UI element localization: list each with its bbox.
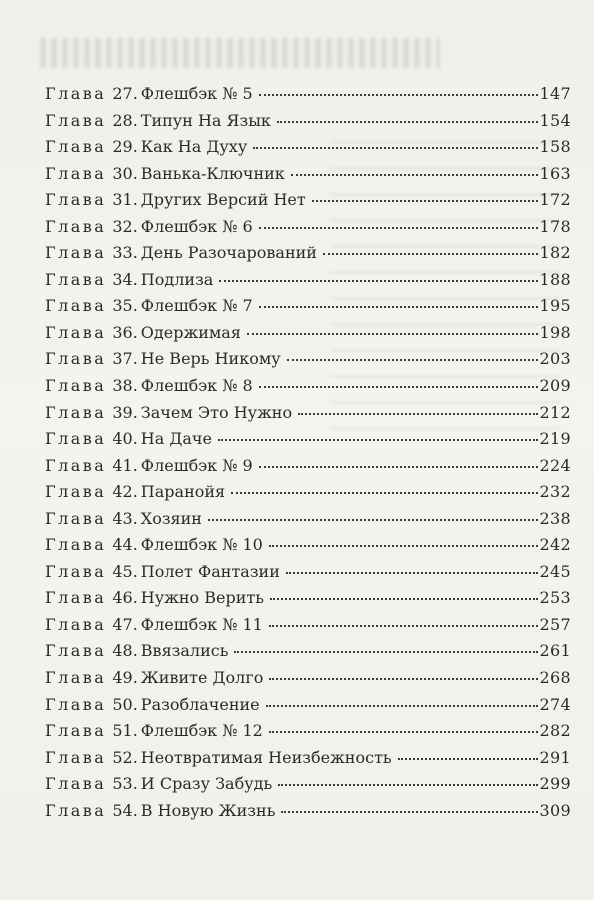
chapter-label: Глава: [45, 747, 107, 767]
toc-entry: [45, 271, 571, 298]
chapter-number: 53.: [112, 774, 138, 794]
chapter-label: Глава: [45, 561, 107, 581]
page-number: 147: [539, 84, 571, 103]
toc-entry: [45, 218, 571, 245]
page-number: 253: [539, 588, 571, 608]
dot-leader: [234, 651, 537, 653]
chapter-title: На Даче: [140, 429, 212, 449]
page-number: 198: [539, 322, 571, 342]
chapter-title: Разоблачение: [140, 694, 260, 714]
chapter-number: 43.: [112, 508, 138, 528]
dot-leader: [259, 94, 538, 96]
chapter-label: Глава: [45, 137, 107, 157]
chapter-title: Зачем Это Нужно: [140, 402, 293, 422]
page-number: 209: [539, 376, 571, 396]
page-number: 238: [539, 508, 571, 528]
bleed-through-texture: [40, 38, 440, 68]
chapter-label: Глава: [45, 349, 107, 369]
chapter-title: Подлиза: [140, 269, 214, 289]
toc-entry: [45, 430, 571, 457]
chapter-label: Глава: [45, 110, 107, 130]
dot-leader: [259, 227, 538, 229]
chapter-number: 47.: [112, 614, 138, 634]
chapter-label: Глава: [45, 429, 107, 449]
chapter-title: Одержимая: [140, 322, 241, 342]
chapter-title: Флешбэк № 6: [140, 216, 253, 236]
dot-leader: [312, 200, 538, 202]
page-number: 245: [539, 561, 571, 581]
toc-entry: [45, 722, 571, 749]
chapter-label: Глава: [45, 84, 107, 103]
chapter-label: Глава: [45, 535, 107, 555]
dot-leader: [266, 705, 538, 707]
chapter-title: День Разочарований: [140, 243, 317, 263]
page-number: 203: [539, 349, 571, 369]
dot-leader: [269, 678, 537, 680]
chapter-label: Глава: [45, 694, 107, 714]
chapter-number: 29.: [112, 137, 138, 157]
chapter-title: Как На Духу: [140, 137, 248, 157]
chapter-title: Флешбэк № 7: [140, 296, 253, 316]
chapter-label: Глава: [45, 721, 107, 741]
chapter-number: 50.: [112, 694, 138, 714]
chapter-title: Флешбэк № 9: [140, 455, 253, 475]
chapter-label: Глава: [45, 641, 107, 661]
toc-entry: [45, 642, 571, 669]
chapter-number: 30.: [112, 163, 138, 183]
toc-entry: [45, 775, 571, 802]
chapter-number: 37.: [112, 349, 138, 369]
dot-leader: [269, 625, 538, 627]
chapter-number: 34.: [112, 269, 138, 289]
chapter-number: 48.: [112, 641, 138, 661]
chapter-title: Флешбэк № 8: [140, 376, 253, 396]
chapter-label: Глава: [45, 668, 107, 688]
toc-entry: [45, 457, 571, 484]
chapter-number: 46.: [112, 588, 138, 608]
toc-entry: [45, 749, 571, 776]
toc-entry: [45, 510, 571, 537]
chapter-number: 44.: [112, 535, 138, 555]
chapter-number: 38.: [112, 376, 138, 396]
chapter-label: Глава: [45, 190, 107, 210]
chapter-label: Глава: [45, 614, 107, 634]
dot-leader: [270, 598, 538, 600]
toc-entry: [45, 112, 571, 139]
dot-leader: [253, 147, 537, 149]
page-number: 212: [539, 402, 571, 422]
dot-leader: [218, 439, 538, 441]
chapter-title: Флешбэк № 11: [140, 614, 263, 634]
toc-entry: [45, 324, 571, 351]
toc-entry: [45, 483, 571, 510]
toc-entry: [45, 536, 571, 563]
toc-entry: [45, 563, 571, 590]
chapter-title: Ввязались: [140, 641, 229, 661]
dot-leader: [291, 174, 538, 176]
page-number: 274: [539, 694, 571, 714]
chapter-title: Живите Долго: [140, 668, 264, 688]
chapter-title: Флешбэк № 10: [140, 535, 263, 555]
page-number: 158: [539, 137, 571, 157]
chapter-title: Нужно Верить: [140, 588, 264, 608]
page-number: 268: [539, 668, 571, 688]
chapter-label: Глава: [45, 163, 107, 183]
chapter-number: 42.: [112, 482, 138, 502]
page-number: 282: [539, 721, 571, 741]
dot-leader: [281, 811, 537, 813]
dot-leader: [269, 731, 538, 733]
chapter-label: Глава: [45, 588, 107, 608]
page-number: 195: [539, 296, 571, 316]
dot-leader: [277, 121, 538, 123]
page-number: 163: [539, 163, 571, 183]
chapter-number: 39.: [112, 402, 138, 422]
chapter-label: Глава: [45, 322, 107, 342]
dot-leader: [219, 280, 537, 282]
dot-leader: [259, 466, 538, 468]
chapter-title: Флешбэк № 12: [140, 721, 263, 741]
chapter-number: 40.: [112, 429, 138, 449]
dot-leader: [247, 333, 538, 335]
chapter-number: 32.: [112, 216, 138, 236]
dot-leader: [269, 545, 538, 547]
page-number: 188: [539, 269, 571, 289]
table-of-contents: [45, 85, 571, 828]
toc-entry: [45, 404, 571, 431]
chapter-number: 54.: [112, 800, 138, 820]
chapter-label: Глава: [45, 455, 107, 475]
toc-entry: [45, 350, 571, 377]
chapter-label: Глава: [45, 376, 107, 396]
chapter-title: Ванька-Ключник: [140, 163, 285, 183]
dot-leader: [208, 519, 538, 521]
dot-leader: [259, 306, 538, 308]
chapter-title: Полет Фантазии: [140, 561, 280, 581]
toc-entry: [45, 138, 571, 165]
page-number: 242: [539, 535, 571, 555]
chapter-label: Глава: [45, 402, 107, 422]
chapter-label: Глава: [45, 508, 107, 528]
toc-entry: [45, 589, 571, 616]
dot-leader: [398, 758, 538, 760]
toc-entry: [45, 297, 571, 324]
toc-entry: [45, 377, 571, 404]
chapter-title: И Сразу Забудь: [140, 774, 273, 794]
toc-entry: [45, 191, 571, 218]
chapter-number: 41.: [112, 455, 138, 475]
dot-leader: [286, 572, 538, 574]
chapter-label: Глава: [45, 482, 107, 502]
chapter-title: Неотвратимая Неизбежность: [140, 747, 392, 767]
chapter-title: Типун На Язык: [140, 110, 271, 130]
chapter-label: Глава: [45, 269, 107, 289]
page-number: 299: [539, 774, 571, 794]
chapter-title: Паранойя: [140, 482, 226, 502]
chapter-number: 36.: [112, 322, 138, 342]
chapter-title: Других Версий Нет: [140, 190, 306, 210]
toc-entry: [45, 616, 571, 643]
page-number: 178: [539, 216, 571, 236]
chapter-label: Глава: [45, 296, 107, 316]
page-number: 261: [539, 641, 571, 661]
toc-entry: [45, 165, 571, 192]
dot-leader: [278, 784, 537, 786]
chapter-number: 27.: [112, 84, 138, 103]
page-number: 154: [539, 110, 571, 130]
page-number: 224: [539, 455, 571, 475]
dot-leader: [298, 413, 537, 415]
dot-leader: [259, 386, 538, 388]
chapter-number: 33.: [112, 243, 138, 263]
chapter-title: В Новую Жизнь: [140, 800, 276, 820]
chapter-title: Не Верь Никому: [140, 349, 281, 369]
chapter-label: Глава: [45, 243, 107, 263]
page-number: 232: [539, 482, 571, 502]
toc-entry: [45, 696, 571, 723]
chapter-label: Глава: [45, 774, 107, 794]
dot-leader: [287, 359, 538, 361]
toc-entry: [45, 244, 571, 271]
page-number: 182: [539, 243, 571, 263]
toc-entry: [45, 85, 571, 112]
page-number: 257: [539, 614, 571, 634]
dot-leader: [231, 492, 537, 494]
chapter-number: 49.: [112, 668, 138, 688]
chapter-title: Хозяин: [140, 508, 202, 528]
chapter-number: 52.: [112, 747, 138, 767]
chapter-label: Глава: [45, 216, 107, 236]
toc-entry: [45, 802, 571, 829]
chapter-label: Глава: [45, 800, 107, 820]
chapter-number: 28.: [112, 110, 138, 130]
page-number: 219: [539, 429, 571, 449]
chapter-number: 31.: [112, 190, 138, 210]
page-number: 309: [539, 800, 571, 820]
dot-leader: [323, 253, 538, 255]
page-number: 172: [539, 190, 571, 210]
chapter-title: Флешбэк № 5: [140, 84, 253, 103]
chapter-number: 45.: [112, 561, 138, 581]
chapter-number: 51.: [112, 721, 138, 741]
toc-entry: [45, 669, 571, 696]
chapter-number: 35.: [112, 296, 138, 316]
page-number: 291: [539, 747, 571, 767]
